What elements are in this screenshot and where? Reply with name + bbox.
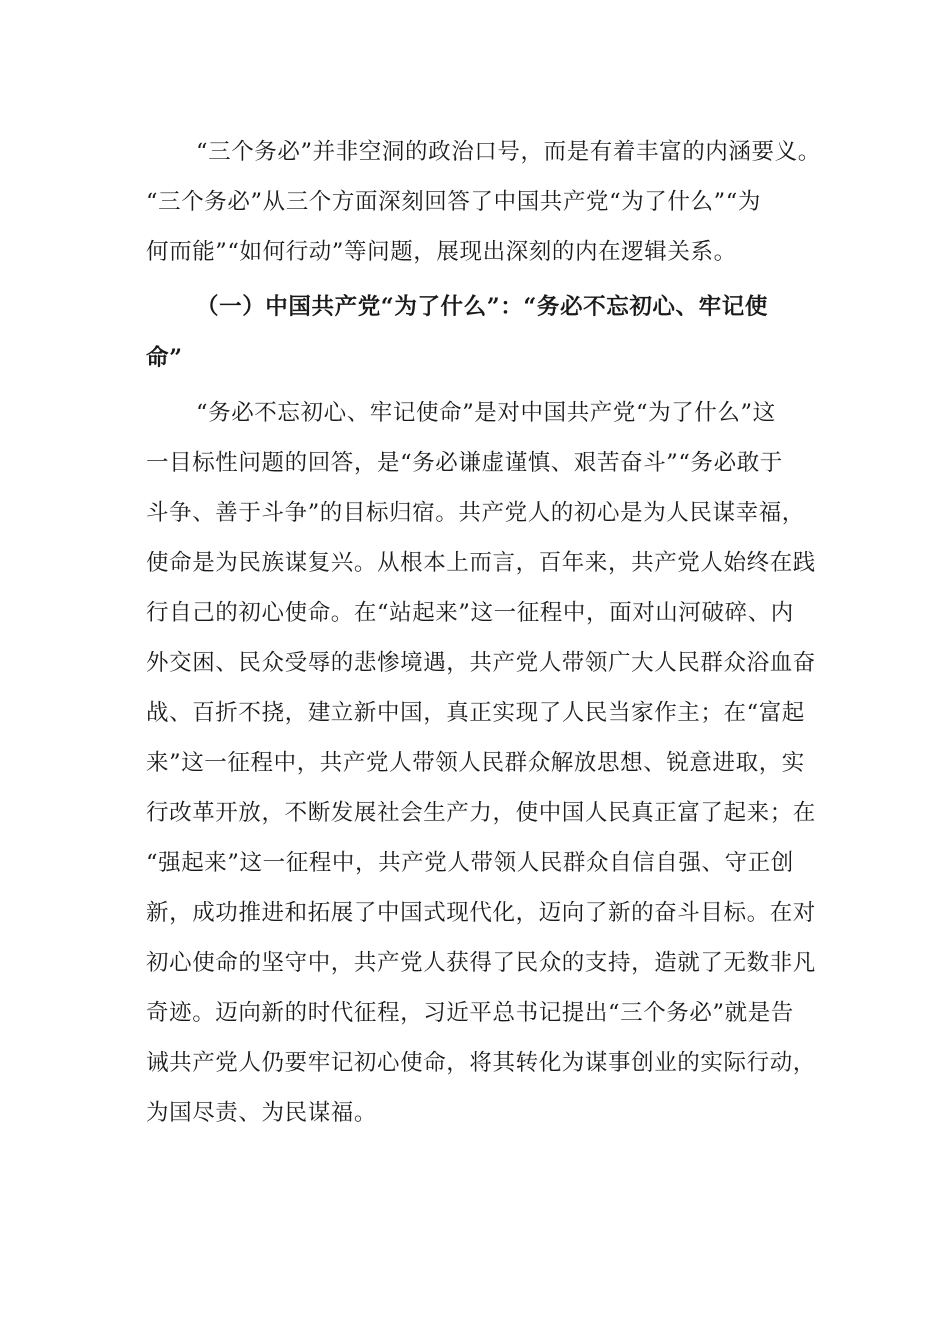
paragraph-line: “三个务必”并非空洞的政治口号，而是有着丰富的内涵要义。 (196, 139, 821, 165)
paragraph-line: 一目标性问题的回答，是“务必谦虚谨慎、艰苦奋斗”“务必敢于 (146, 450, 783, 476)
paragraph-line: “强起来”这一征程中，共产党人带领人民群众自信自强、守正创 (146, 850, 794, 876)
paragraph-line: 初心使命的坚守中，共产党人获得了民众的支持，造就了无数非凡 (146, 950, 816, 976)
paragraph-line: 行自己的初心使命。在“站起来”这一征程中，面对山河破碎、内 (146, 600, 794, 626)
paragraph-line: 战、百折不挠，建立新中国，真正实现了人民当家作主；在“富起 (146, 700, 805, 726)
paragraph-line: 来”这一征程中，共产党人带领人民群众解放思想、锐意进取，实 (146, 750, 805, 776)
heading-line: （一）中国共产党“为了什么”：“务必不忘初心、牢记使 (196, 294, 768, 320)
paragraph-line: 外交困、民众受辱的悲惨境遇，共产党人带领广大人民群众浴血奋 (146, 650, 816, 676)
paragraph-line: 诫共产党人仍要牢记初心使命，将其转化为谋事创业的实际行动， (146, 1050, 816, 1076)
paragraph-line: 使命是为民族谋复兴。从根本上而言，百年来，共产党人始终在践 (146, 550, 816, 576)
paragraph-line: 斗争、善于斗争”的目标归宿。共产党人的初心是为人民谋幸福， (146, 500, 805, 526)
paragraph-line: 新，成功推进和拓展了中国式现代化，迈向了新的奋斗目标。在对 (146, 900, 816, 926)
paragraph-line: 行改革开放，不断发展社会生产力，使中国人民真正富了起来；在 (146, 800, 816, 826)
paragraph-line: 为国尽责、为民谋福。 (146, 1100, 378, 1126)
paragraph-line: 何而能”“如何行动”等问题，展现出深刻的内在逻辑关系。 (146, 239, 737, 265)
paragraph-line: “务必不忘初心、牢记使命”是对中国共产党“为了什么”这 (196, 400, 776, 426)
paragraph-line: “三个务必”从三个方面深刻回答了中国共产党“为了什么”“为 (146, 189, 761, 215)
paragraph-line: 奇迹。迈向新的时代征程，习近平总书记提出“三个务必”就是告 (146, 1000, 794, 1026)
heading-line: 命” (146, 345, 183, 371)
